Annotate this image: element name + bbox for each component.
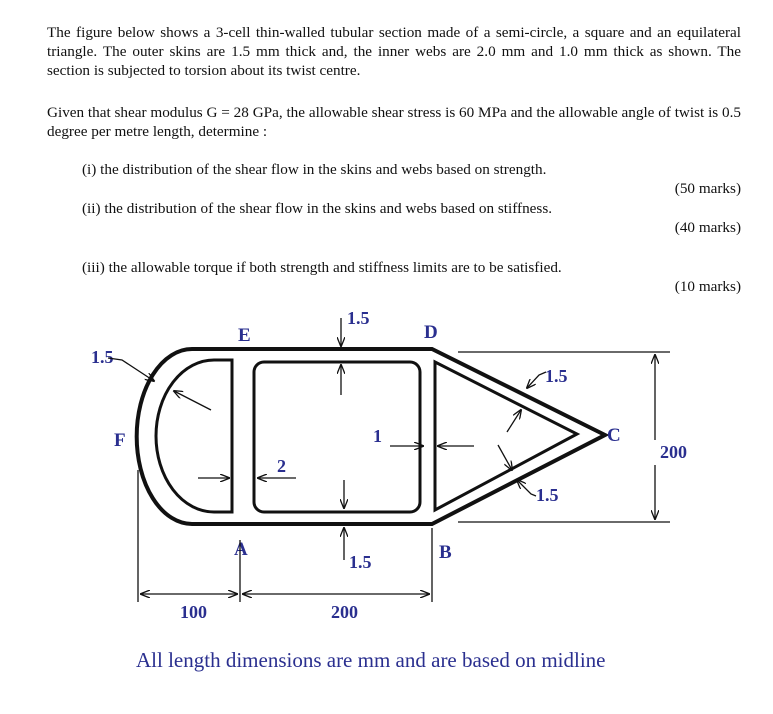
- thickness-semicircle: 1.5: [91, 347, 114, 367]
- question-1: (i) the distribution of the shear flow in the skins and webs based on strength.: [82, 161, 547, 178]
- question-2-marks: (40 marks): [674, 219, 741, 236]
- point-E: E: [238, 325, 251, 346]
- square-cell-inner: [254, 362, 420, 512]
- question-1-marks: (50 marks): [674, 180, 741, 197]
- triangle-lower-arrow-inner: [498, 445, 512, 470]
- thickness-top: 1.5: [347, 308, 370, 328]
- point-D: D: [424, 322, 438, 343]
- semicircle-cell-inner: [156, 360, 232, 512]
- dimension-middle-width: 200: [331, 602, 358, 622]
- intro-paragraph: The figure below shows a 3-cell thin-walled tubular section made of a semi-circle, a square and an equilateral triangle. The outer skins are 1.5 mm thick and, the inner webs are 2.0 mm and 1.0 mm thick as shown. The section is subjected to torsion about its twist centre.: [47, 24, 741, 79]
- question-3: (iii) the allowable torque if both strength and stiffness limits are to be satisfied.: [82, 259, 562, 276]
- question-2: (ii) the distribution of the shear flow in the skins and webs based on stiffness.: [82, 200, 553, 217]
- thickness-triangle-upper: 1.5: [545, 366, 568, 386]
- figure-caption: All length dimensions are mm and are based on midline: [136, 648, 606, 672]
- point-B: B: [439, 542, 452, 563]
- point-C: C: [607, 425, 621, 446]
- triangle-upper-leader: [527, 372, 546, 388]
- thickness-web-right: 1: [373, 426, 382, 446]
- thickness-triangle-lower: 1.5: [536, 485, 559, 505]
- semicircle-thickness-arrow-inner: [174, 391, 211, 410]
- point-F: F: [114, 430, 126, 451]
- point-A: A: [234, 539, 248, 560]
- triangle-lower-leader: [517, 480, 536, 496]
- triangle-upper-arrow-inner: [507, 410, 521, 432]
- given-paragraph: Given that shear modulus G = 28 GPa, the allowable shear stress is 60 MPa and the allowable angle of twist is 0.5 degree per metre length, determine :: [47, 104, 741, 140]
- thickness-web-left: 2: [277, 456, 286, 476]
- dimension-left-width: 100: [180, 602, 207, 622]
- dimension-height: 200: [660, 442, 687, 462]
- semicircle-thickness-leader: [108, 358, 154, 381]
- question-3-marks: (10 marks): [674, 278, 741, 295]
- outer-skin: [137, 349, 605, 524]
- thickness-bottom: 1.5: [349, 552, 372, 572]
